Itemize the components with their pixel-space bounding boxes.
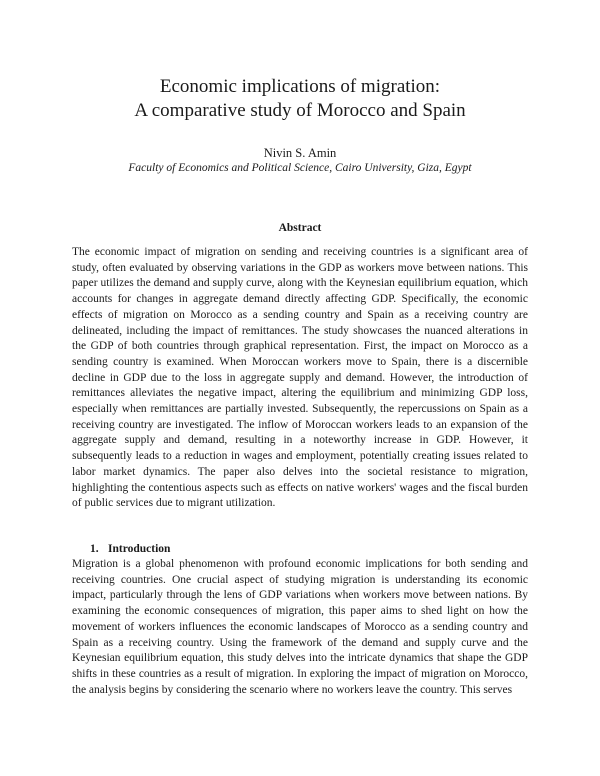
author-affiliation: Faculty of Economics and Political Science, Cairo University, Giza, Egypt (128, 162, 472, 174)
section-title: Introduction (108, 543, 171, 555)
introduction-text: Migration is a global phenomenon with profound economic implications for both sending and receiving countries. One crucial aspect of studying migration is understanding its economic impact, particularly through the lens of GDP variations when workers move between nations. By examining the economic consequences of migration, this paper aims to shed light on how the movement of workers influences the economic landscapes of Morocco as a sending country and Spain as a receiving country. Using the framework of the demand and supply curve and the Keynesian equilibrium equation, this study delves into the intricate dynamics that shape the GDP shifts in these countries as a result of migration. In exploring the impact of migration on Morocco, the analysis begins by considering the scenario where no workers leave the country. This serves (72, 558, 528, 696)
section-heading (90, 542, 170, 557)
abstract-text: The economic impact of migration on sending and receiving countries is a significant area of study, often evaluated by observing variations in the GDP as workers move between nations. This paper utilizes the demand and supply curve, along with the Keynesian equilibrium equation, which accounts for changes in aggregate demand directly affecting GDP. Specifically, the economic effects of migration on Morocco as a sending country and Spain as a receiving country are delineated, including the impact of remittances. The study showcases the nuanced alterations in the GDP of both countries through graphical representation. First, the impact on Morocco as a sending country is examined. When Moroccan workers move to Spain, there is a discernible decline in GDP due to the loss in aggregate supply and demand. However, the introduction of remittances alleviates the negative impact, altering the equilibrium and minimizing GDP loss, especially when remittances are partially invested. Subsequently, the repercussions on Spain as a receiving country are investigated. The inflow of Moroccan workers leads to an expansion of the aggregate supply and demand, resulting in a noteworthy increase in GDP. However, it subsequently leads to a reduction in wages and employment, potentially creating issues related to labor market dynamics. The paper also delves into the societal resistance to migration, highlighting the contentious aspects such as effects on native workers' wages and the fiscal burden of public services due to migrant utilization. (72, 246, 528, 510)
abstract-heading: Abstract (278, 222, 322, 234)
paper-title-line-2: A comparative study of Morocco and Spain (134, 100, 466, 121)
section-number: 1. (90, 543, 99, 555)
author-name: Nivin S. Amin (263, 146, 337, 160)
paper-title (0, 75, 600, 123)
paper-title-line-1: Economic implications of migration: (159, 76, 441, 97)
